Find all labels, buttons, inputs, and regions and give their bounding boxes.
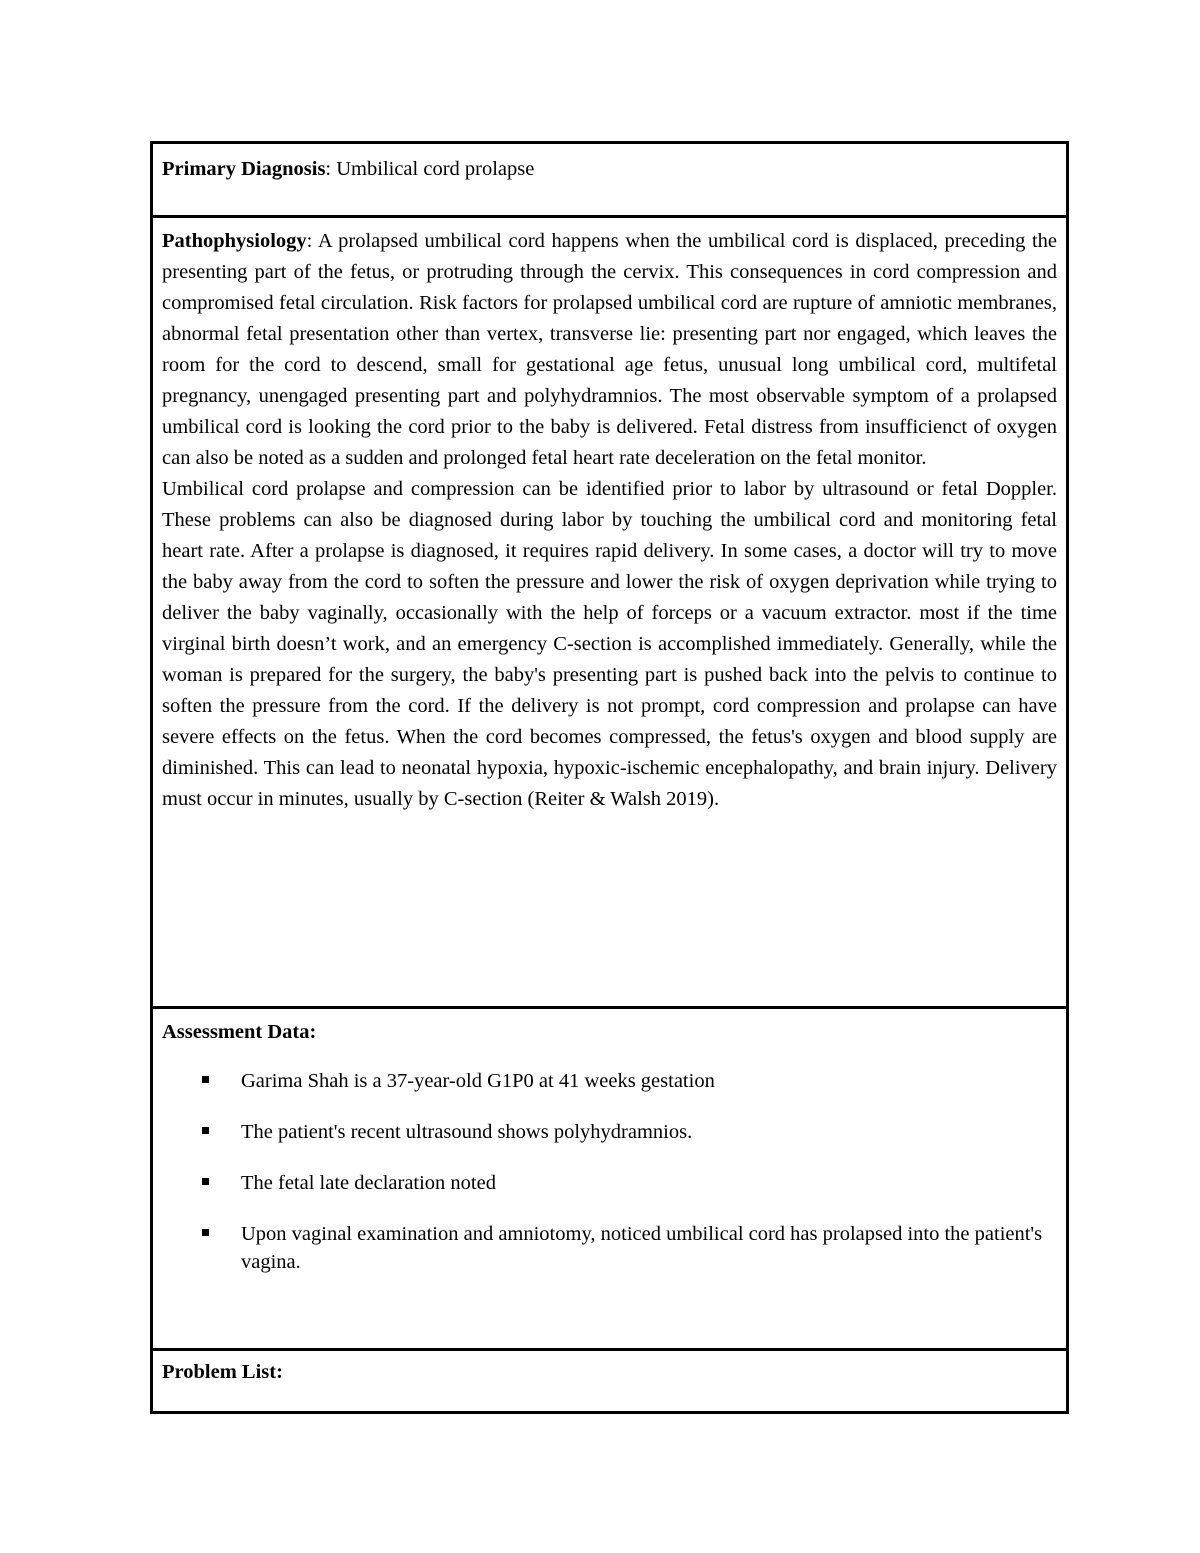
assessment-item-text: The patient's recent ultrasound shows polyhydramnios.: [241, 1121, 693, 1143]
primary-diagnosis-value: Umbilical cord prolapse: [331, 158, 535, 180]
pathophysiology-text-1: A prolapsed umbilical cord happens when the umbilical cord is displaced, preceding the presenting part of the fetus, or protruding through the cervix. This consequences in cord compression and compromised fetal circulation. Risk factors for prolapsed umbilical cord are rupture of amniotic membranes, abnormal fetal presentation other than vertex, transverse lie: presenting part nor engaged, which leaves the room for the cord to descend, small for gestational age fetus, unusual long umbilical cord, multifetal pregnancy, unengaged presenting part and polyhydramnios. The most observable symptom of a prolapsed umbilical cord is looking the cord prior to the baby is delivered. Fetal distress from insufficienct of oxygen can also be noted as a sudden and prolonged fetal heart rate deceleration on the fetal monitor.: [162, 230, 1057, 469]
assessment-data-section: [153, 1006, 1066, 1348]
assessment-data-label: Assessment Data:: [162, 1021, 317, 1043]
primary-diagnosis-label: Primary Diagnosis: [162, 158, 326, 180]
assessment-list: [162, 1067, 1057, 1276]
pathophysiology-paragraph-2: Umbilical cord prolapse and compression can be identified prior to labor by ultrasound or fetal Doppler. These problems can also be diagnosed during labor by touching the umbilical cord and monitoring fetal heart rate. After a prolapse is diagnosed, it requires rapid delivery. In some cases, a doctor will try to move the baby away from the cord to soften the pressure and lower the risk of oxygen deprivation while trying to deliver the baby vaginally, occasionally with the help of forceps or a vacuum extractor. most if the time virginal birth doesn’t work, and an emergency C-section is accomplished immediately. Generally, while the woman is prepared for the surgery, the baby's presenting part is pushed back into the pelvis to continue to soften the pressure from the cord. If the delivery is not prompt, cord compression and prolapse can have severe effects on the fetus. When the cord becomes compressed, the fetus's oxygen and blood supply are diminished. This can lead to neonatal hypoxia, hypoxic-ischemic encephalopathy, and brain injury. Delivery must occur in minutes, usually by C-section (Reiter & Walsh 2019).: [162, 478, 1057, 810]
square-bullet-icon: [162, 1169, 241, 1197]
assessment-item-text: Upon vaginal examination and amniotomy, noticed umbilical cord has prolapsed into the patient's vagina.: [241, 1223, 1043, 1273]
assessment-item-text: Garima Shah is a 37-year-old G1P0 at 41 weeks gestation: [241, 1070, 715, 1092]
list-item: [162, 1118, 1057, 1146]
list-item: [162, 1067, 1057, 1095]
pathophysiology-label: Pathophysiology: [162, 230, 307, 252]
problem-list-section: [153, 1348, 1066, 1411]
assessment-item-text: The fetal late declaration noted: [241, 1172, 496, 1194]
primary-diagnosis-section: [153, 144, 1066, 215]
list-item: [162, 1169, 1057, 1197]
square-bullet-icon: [162, 1118, 241, 1146]
square-bullet-icon: [162, 1067, 241, 1095]
square-bullet-icon: [162, 1220, 241, 1248]
primary-diagnosis-separator: :: [325, 158, 332, 180]
pathophysiology-section: [153, 215, 1066, 1006]
care-plan-table: [150, 141, 1069, 1414]
pathophysiology-paragraph-1: [162, 226, 1057, 474]
pathophysiology-separator: :: [306, 230, 313, 252]
list-item: [162, 1220, 1057, 1276]
problem-list-label: Problem List:: [162, 1361, 283, 1383]
